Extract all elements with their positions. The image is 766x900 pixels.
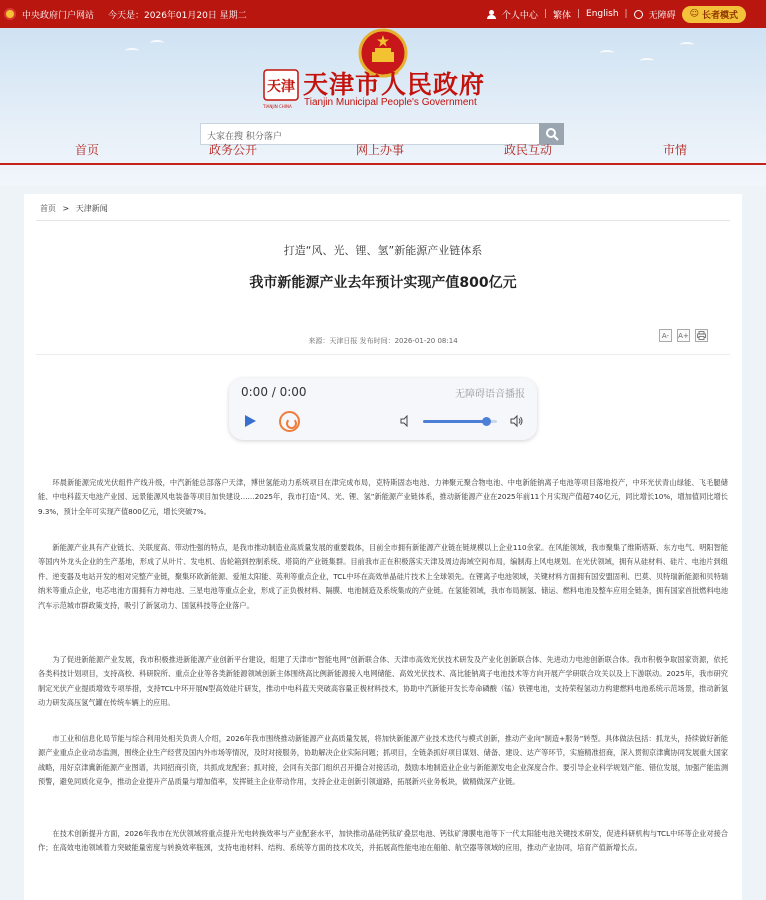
replay-button[interactable] (279, 411, 300, 432)
breadcrumb-separator: > (62, 204, 70, 213)
play-button[interactable] (243, 414, 257, 428)
central-portal-link[interactable]: 中央政府门户网站 (22, 10, 95, 21)
breadcrumb (40, 203, 108, 214)
article-meta: 来源：天津日报 发布时间：2026-01-20 08:14 (308, 337, 458, 345)
bird-decoration (640, 58, 654, 64)
nav-underline (0, 163, 766, 165)
site-title-en: Tianjin Municipal People's Government (304, 97, 477, 108)
volume-fill (423, 420, 486, 423)
font-increase-label: A+ (678, 331, 689, 340)
print-icon (697, 331, 706, 340)
article-paragraph: 市工业和信息化局节能与综合利用处相关负责人介绍，2026年我市围绕推动新能源产业高质量发展，将加快新能源产业技术迭代与模式创新，推动产业向“制造+服务”转型。具体做法包括：抓龙头，持续做好新能源产业重点企业动态监测，围绕企业生产经营及国内外市场等情况，及时对接服务，协助解决企业实际问题；抓项目，全链条抓好项目谋划、储备、建设、达产等环节，实施精准招商，深入贯彻京津冀协同发展重大国家战略，用好京津冀新能源产业图谱，共同招商引资，共抓成龙配套；抓对接，会同有关部门组织召开撮合对接活动，鼓励本地制造业企业与新能源发电企业深度合作。要引导企业科学规划产能、错位发展，加强产能监测预警，避免同质化竞争，推动企业提升产品质量与增加值率，发挥链主企业带动作用，支持企业走创新引领道路，拓展新兴业务板块，做精做深产业链。 (38, 734, 729, 787)
elder-icon: ☺ (689, 9, 699, 19)
english-link[interactable]: English (586, 9, 619, 19)
nav-government-affairs[interactable]: 政务公开 (208, 143, 257, 157)
volume-high-icon[interactable] (510, 414, 524, 428)
site-title: 天津市人民政府 (303, 70, 486, 99)
date-text: 今天是：2026年01月20日 星期二 (108, 10, 247, 21)
tianjin-logo-icon (262, 66, 300, 104)
player-label: 无障碍语音播报 (455, 389, 525, 400)
nav-home[interactable]: 首页 (74, 143, 99, 157)
accessibility-icon (634, 10, 643, 19)
breadcrumb-home[interactable]: 首页 (40, 204, 56, 213)
search-input[interactable]: 大家在搜 积分落户 (200, 123, 540, 145)
elder-mode-label: 长者模式 (701, 10, 738, 21)
article-paragraph: 在技术创新提升方面，2026年我市在光伏领域将重点提升光电转换效率与产业配套水平，加快推动晶硅钙钛矿叠层电池、钙钛矿薄膜电池等下一代太阳能电池关键技术研发，促进科研机构与TCL中环等企业对接合作；在高效电池领域着力突破能量密度与转换效率瓶颈，支持电池材料、结构、系统等方面的技术攻关，并拓展高性能电池在船舶、航空器等领域的应用，推动产业协同，培育产值新增长点。 (38, 829, 728, 853)
elder-mode-button[interactable] (682, 6, 746, 23)
top-bar (0, 0, 766, 28)
article-tools (659, 329, 708, 342)
divider: | (543, 9, 547, 19)
audio-player (229, 378, 537, 440)
bird-decoration (125, 48, 139, 54)
article-subtitle: 打造“风、光、锂、氢”新能源产业链体系 (283, 244, 483, 257)
bird-decoration (150, 40, 164, 46)
article-container (24, 194, 742, 900)
main-nav (0, 141, 766, 163)
divider: | (576, 9, 581, 19)
font-decrease-button[interactable] (659, 329, 672, 342)
article-paragraph: 新能源产业具有产业链长、关联度高、带动性强的特点，是我市推动制造业高质量发展的重要载体，目前全市拥有新能源产业链在链规模以上企业110余家。在风能领域，我市聚集了维斯塔斯、东方电气、明阳智能等国内外龙头企业的生产基地，形成了从叶片、发电机、齿轮箱到控制系统、塔筒的产业链集群。目前我市正在积极落实天津及周边海域空间布局，编制海上风电规划。在光伏领域，拥有从硅材料、硅片、电池片到组件、逆变器及电站开发的相对完整产业链，聚集环欧新能源、爱旭太阳能、英利等重点企业，TCL中环在高效单晶硅片技术上全球领先。在锂离子电池领域，关键材料方面拥有国安盟固利、巴莫、贝特瑞新能源和贝特瑞纳米等重点企业，电芯电池方面拥有力神电池、三星电池等重点企业，形成了正负极材料、隔膜、电池制造及系统集成的产业链。在氢能领域，我市布局制氢、储运、燃料电池及整车应用全链条，拥有国家首批燃料电池汽车示范城市群政策支持，吸引了新氢动力、国氢科技等企业落户。 (38, 543, 729, 610)
national-emblem-icon (4, 8, 16, 20)
divider (36, 354, 730, 355)
nav-interaction[interactable]: 政民互动 (503, 143, 552, 157)
logo-seal-caption: TIANJIN CHINA (263, 104, 292, 109)
bird-decoration (680, 42, 694, 48)
volume-knob[interactable] (482, 417, 491, 426)
search-icon (545, 127, 559, 141)
traditional-chinese-link[interactable]: 繁体 (552, 10, 571, 21)
player-time: 0:00 / 0:00 (241, 385, 307, 399)
font-decrease-label: A- (661, 331, 670, 340)
divider: | (624, 9, 628, 19)
article-title: 我市新能源产业去年预计实现产值800亿元 (249, 275, 517, 291)
article-paragraph: 环晨新能源完成光伏组件产线升级，中汽新能总部落户天津，博世氢能动力系统项目在津完成布局，克特斯固态电池、力神聚元聚合物电池、中电新能钠离子电池等项目落地投产，中环光伏青山绿能、飞毛腿储能、中电科蓝天电池产业园、远景能源风电装备等项目加快建设……2025年，我市打造“风、光、锂、氢”新能源产业链体系，推动新能源产业在2025年前11个月实现产值超740亿元，同比增长10%，增加值同比增长9.3%，预计全年可实现产值800亿元，增长突破7%。 (38, 478, 728, 516)
logo-seal-text: 天津 (267, 79, 295, 95)
font-increase-button[interactable] (677, 329, 690, 342)
article-paragraph: 为了促进新能源产业发展，我市积极推进新能源产业创新平台建设，组建了天津市“智能电网”创新联合体、天津市高效光伏技术研发及产业化创新联合体、先进动力电池创新联合体。我市积极争取国家资源，依托各类科技计划项目，支持高校、科研院所、重点企业等各类新能源领域创新主体围绕高比例新能源接入电网储能、高效光伏技术、高比能钠离子电池技术等方向开展产学研联合攻关以及上下游联动。2025年，我市研究制定光伏产业提质增效专项举措，支持TCL中环开展N型高效硅片研发，推动中电科蓝天突破高容量正极材料技术，协助中汽新能开发长寿命磷酸（锰）铁锂电池，支持荣程氢动力构建燃料电池系统示范场景，推动新氢动力研发高压氢气罐在传统车辆上的应用。 (38, 655, 728, 708)
divider (36, 220, 730, 221)
user-icon (487, 10, 496, 19)
print-button[interactable] (695, 329, 708, 342)
bird-decoration (600, 50, 614, 56)
nav-online-services[interactable]: 网上办事 (355, 143, 404, 157)
breadcrumb-current[interactable]: 天津新闻 (75, 204, 108, 213)
accessibility-link[interactable]: 无障碍 (648, 10, 676, 21)
volume-low-icon[interactable] (400, 415, 412, 427)
volume-slider[interactable] (423, 420, 497, 423)
personal-center-link[interactable]: 个人中心 (501, 10, 538, 21)
nav-city-info[interactable]: 市情 (662, 143, 687, 157)
